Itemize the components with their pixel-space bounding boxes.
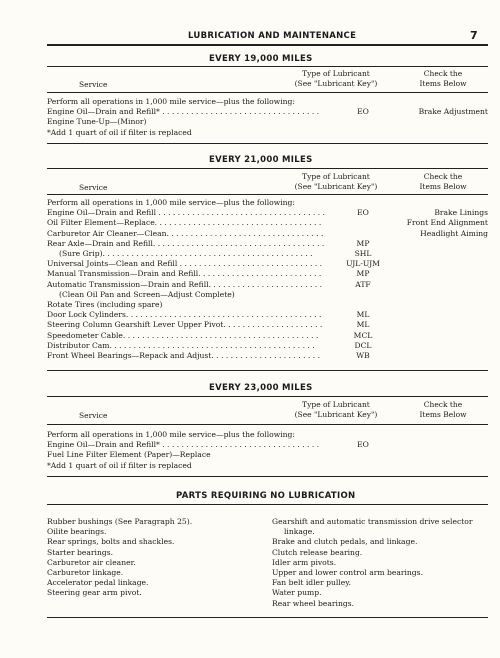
check-item: Brake Linings: [434, 208, 488, 218]
table-row: [47, 461, 488, 471]
table-row: [47, 351, 488, 361]
no-lubrication-title: PARTS REQUIRING NO LUBRICATION: [176, 491, 356, 501]
header-rule: [47, 44, 488, 46]
no-lubrication-left-list: [47, 517, 262, 599]
lubricant-type: UJL-UJM: [346, 259, 380, 269]
service-item: Door Lock Cylinders. . . . . . . . . . . . . . . . . . . . . . . . . . . . . . . . . . . . . . . . .: [47, 310, 322, 320]
service-item: Carburetor Air Cleaner—Clean. . . . . . . . . . . . . . . . . . . . . . . . . . . . . . . . .: [47, 228, 324, 238]
lubricant-type: EO: [357, 440, 369, 450]
service-item: Distributor Cam. . . . . . . . . . . . . . . . . . . . . . . . . . . . . . . . . . . . . . . . . . .: [47, 340, 315, 350]
list-item: Rear wheel bearings.: [272, 598, 355, 608]
no-lubrication-right-list: [272, 517, 488, 609]
table-row: [47, 280, 488, 290]
section-title-23000: EVERY 23,000 MILES: [209, 383, 313, 393]
service-item: Perform all operations in 1,000 mile service—plus the following:: [47, 430, 295, 439]
service-item: Universal Joints—Clean and Refill . . . . . . . . . . . . . . . . . . . . . . . . . . . . . .: [47, 259, 323, 269]
lubricant-type: EO: [357, 107, 369, 117]
service-col-header: Service: [79, 411, 108, 420]
table-row: [47, 269, 488, 279]
check-col-header: Check the Items Below: [419, 69, 467, 88]
table-row: [47, 208, 488, 218]
service-item: Perform all operations in 1,000 mile service—plus the following:: [47, 198, 295, 207]
list-item: Upper and lower control arm bearings.: [272, 568, 423, 578]
service-item: (Clean Oil Pan and Screen—Adjust Complete): [59, 289, 235, 299]
list-item: Accelerator pedal linkage.: [47, 578, 149, 588]
section-end-rule: [47, 476, 488, 477]
list-item: Carburetor air cleaner.: [47, 557, 136, 567]
service-item: Speedometer Cable. . . . . . . . . . . . . . . . . . . . . . . . . . . . . . . . . . . . . . . . .: [47, 330, 319, 340]
section-rule: [47, 168, 488, 169]
list-item: Steering gear arm pivot.: [47, 588, 142, 598]
list-item: Gearshift and automatic transmission drive selector: [272, 517, 473, 526]
list-item: Rubber bushings (See Paragraph 25).: [47, 517, 193, 526]
lubricant-type: ATF: [355, 279, 371, 289]
table-row: [47, 198, 488, 208]
service-item: Perform all operations in 1,000 mile service—plus the following:: [47, 97, 295, 106]
service-item: Engine Oil—Drain and Refill* . . . . . . . . . . . . . . . . . . . . . . . . . . . . . . . . .: [47, 107, 320, 117]
check-col-header: Check the Items Below: [419, 400, 467, 419]
service-item: Rear Axle—Drain and Refill. . . . . . . . . . . . . . . . . . . . . . . . . . . . . . . . . . . .: [47, 238, 325, 248]
section-end-rule: [47, 370, 488, 371]
page-end-rule: [47, 617, 488, 618]
table-header-rule: [47, 194, 488, 195]
list-item: Rear springs, bolts and shackles.: [47, 537, 175, 547]
table-row: [47, 229, 488, 239]
lubricant-col-header: Type of Lubricant (See "Lubricant Key"): [294, 172, 378, 191]
lubricant-type: SHL: [354, 249, 372, 258]
list-item: Clutch release bearing.: [272, 547, 363, 557]
service-item: (Sure Grip). . . . . . . . . . . . . . . . . . . . . . . . . . . . . . . . . . . . . . . . . . . .: [59, 249, 313, 258]
table-row: [47, 117, 488, 127]
table-row: [47, 239, 488, 249]
table-row: [47, 107, 488, 117]
list-item: Water pump.: [272, 588, 322, 598]
list-item: Idler arm pivots.: [272, 557, 337, 567]
service-item: Rotate Tires (including spare): [47, 300, 163, 309]
check-col-header: Check the Items Below: [419, 172, 467, 191]
table-row: [47, 341, 488, 351]
section-rule: [47, 504, 488, 505]
table-row: [47, 331, 488, 341]
service-item: *Add 1 quart of oil if filter is replaced: [47, 460, 192, 470]
list-item: Carburetor linkage.: [47, 568, 124, 578]
lubricant-col-header: Type of Lubricant (See "Lubricant Key"): [294, 400, 378, 419]
list-item: Fan belt idler pulley.: [272, 578, 351, 588]
section-end-rule: [47, 143, 488, 144]
lubricant-type: ML: [356, 310, 370, 320]
service-item: Steering Column Gearshift Lever Upper Pivot. . . . . . . . . . . . . . . . . . . . .: [47, 320, 323, 330]
service-item: Automatic Transmission—Drain and Refill. . . . . . . . . . . . . . . . . . . . . . . .: [47, 279, 323, 289]
table-row: [47, 218, 488, 228]
service-col-header: Service: [79, 183, 108, 192]
section-rule: [47, 66, 488, 67]
table-row: [47, 128, 488, 138]
table-row: [47, 310, 488, 320]
service-item: Engine Tune-Up—(Minor): [47, 117, 147, 127]
check-item: Headlight Aiming: [420, 228, 488, 238]
table-row: [47, 320, 488, 330]
service-item: Engine Oil—Drain and Refill . . . . . . . . . . . . . . . . . . . . . . . . . . . . . . . . . . .: [47, 208, 325, 218]
list-item: Starter bearings.: [47, 547, 114, 557]
section-title-21000: EVERY 21,000 MILES: [209, 155, 313, 165]
check-item: Brake Adjustment: [418, 107, 488, 117]
table-row: [47, 97, 488, 107]
table-row: [47, 290, 488, 300]
list-item: linkage.: [284, 527, 315, 537]
lubricant-type: WB: [356, 351, 370, 360]
lubricant-type: MP: [356, 269, 370, 279]
check-item: Front End Alignment: [406, 218, 488, 228]
service-item: *Add 1 quart of oil if filter is replaced: [47, 127, 192, 137]
section-rule: [47, 396, 488, 397]
lubricant-type: ML: [356, 320, 370, 330]
list-item: Brake and clutch pedals, and linkage.: [272, 537, 418, 547]
table-row: [47, 300, 488, 310]
service-col-header: Service: [79, 80, 108, 89]
table-row: [47, 249, 488, 259]
page-header-title: LUBRICATION AND MAINTENANCE: [188, 31, 357, 41]
lubricant-type: DCL: [354, 340, 372, 350]
service-item: Oil Filter Element—Replace. . . . . . . . . . . . . . . . . . . . . . . . . . . . . . . . . . .: [47, 218, 322, 228]
section-title-19000: EVERY 19,000 MILES: [209, 54, 313, 64]
lubricant-col-header: Type of Lubricant (See "Lubricant Key"): [294, 69, 378, 88]
lubricant-type: MP: [356, 238, 370, 248]
table-row: [47, 440, 488, 450]
service-item: Fuel Line Filter Element (Paper)—Replace: [47, 450, 211, 460]
table-row: [47, 430, 488, 440]
list-item: Oilite bearings.: [47, 527, 107, 537]
lubricant-type: EO: [357, 208, 369, 218]
table-row: [47, 450, 488, 460]
table-row: [47, 259, 488, 269]
lubricant-type: MCL: [353, 330, 373, 340]
table-header-rule: [47, 92, 488, 93]
service-item: Front Wheel Bearings—Repack and Adjust. . . . . . . . . . . . . . . . . . . . . . .: [47, 351, 320, 360]
service-item: Engine Oil—Drain and Refill* . . . . . . . . . . . . . . . . . . . . . . . . . . . . . . . . .: [47, 440, 320, 450]
table-header-rule: [47, 424, 488, 425]
service-item: Manual Transmission—Drain and Refill. . . . . . . . . . . . . . . . . . . . . . . . . .: [47, 269, 322, 279]
page-number: 7: [470, 29, 478, 42]
